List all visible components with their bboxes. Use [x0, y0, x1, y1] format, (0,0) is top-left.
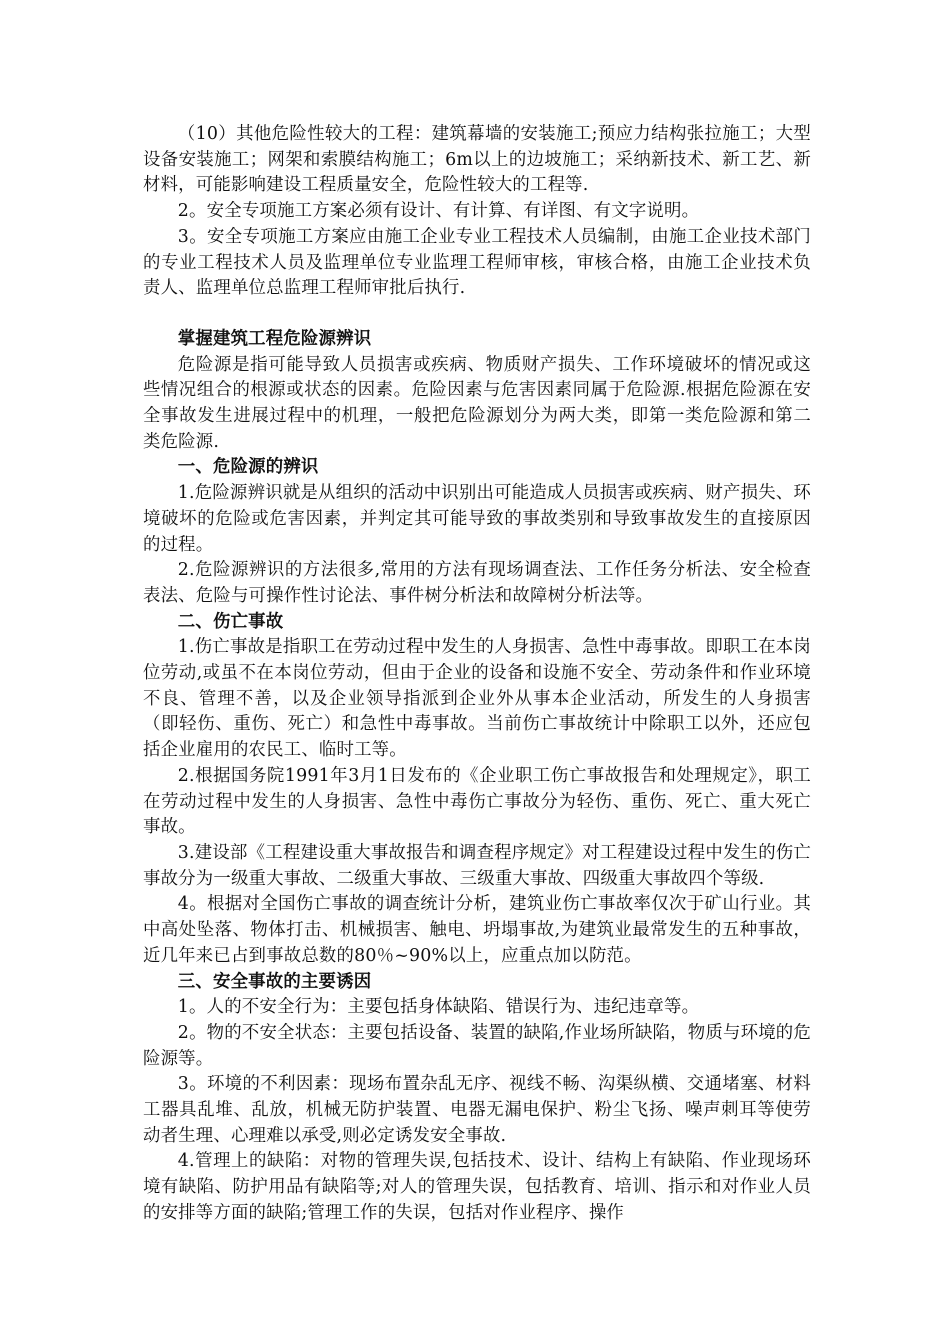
paragraph-plan-requirements: 2。安全专项施工方案必须有设计、有计算、有详图、有文字说明。 — [177, 201, 700, 222]
paragraph-casualty-definition: 1.伤亡事故是指职工在劳动过程中发生的人身损害、急性中毒事故。即职工在本岗位劳动,或虽不在本岗位劳动，但由于企业的设备和设施不安全、劳动条件和作业环境不良、管理不善，以及企业领导指派到企业外从事本企业活动，所发生的人身损害（即轻伤、重伤、死亡）和急性中毒事故。当前伤亡事故统计中除职工以外，还应包括企业雇用的农民工、临时工等。 — [143, 637, 811, 761]
heading-casualty-accidents: 二、伤亡事故 — [177, 611, 284, 632]
section-title-hazard-identification: 掌握建筑工程危险源辨识 — [177, 328, 372, 349]
paragraph-accident-statistics: 4。根据对全国伤亡事故的调查统计分析，建筑业伤亡事故率仅次于矿山行业。其中高处坠落、物体打击、机械损害、触电、坍塌事故,为建筑业最常发生的五种事故，近几年来已占到事故总数的80％~90%以上，应重点加以防范。 — [143, 894, 811, 966]
paragraph-dangerous-projects: （10）其他危险性较大的工程：建筑幕墙的安装施工;预应力结构张拉施工；大型设备安装施工；网架和索膜结构施工；6m以上的边坡施工；采纳新技术、新工艺、新材料，可能影响建设工程质量安全，危险性较大的工程等. — [143, 124, 811, 196]
paragraph-accident-levels: 3.建设部《工程建设重大事故报告和调查程序规定》对工程建设过程中发生的伤亡事故分为一级重大事故、二级重大事故、三级重大事故、四级重大事故四个等级. — [143, 842, 811, 889]
heading-hazard-identification: 一、危险源的辨识 — [177, 457, 319, 478]
paragraph-unsafe-behavior: 1。人的不安全行为：主要包括身体缺陷、错误行为、违纪违章等。 — [177, 997, 700, 1018]
paragraph-casualty-regulation: 2.根据国务院1991年3月1日发布的《企业职工伤亡事故报告和处理规定》，职工在劳动过程中发生的人身损害、急性中毒伤亡事故分为轻伤、重伤、死亡、重大死亡事故。 — [143, 765, 811, 838]
paragraph-identification-definition: 1.危险源辨识就是从组织的活动中识别出可能造成人员损害或疾病、财产损失、环境破坏的危险或危害因素，并判定其可能导致的事故类别和导致事故发生的直接原因的过程。 — [143, 483, 811, 555]
section-gap — [143, 302, 811, 327]
paragraph-management-defects: 4.管理上的缺陷：对物的管理失误,包括技术、设计、结构上有缺陷、作业现场环境有缺陷、防护用品有缺陷等;对人的管理失误，包括教育、培训、指示和对作业人员的安排等方面的缺陷;管理工作的失误，包括对作业程序、操作 — [143, 1151, 811, 1223]
paragraph-plan-approval: 3。安全专项施工方案应由施工企业专业工程技术人员编制，由施工企业技术部门的专业工程技术人员及监理单位专业监理工程师审核，审核合格，由施工企业技术负责人、监理单位总监理工程师审批后执行. — [143, 226, 811, 299]
paragraph-environment-factors: 3。环境的不利因素：现场布置杂乱无序、视线不畅、沟渠纵横、交通堵塞、材料工器具乱堆、乱放，机械无防护装置、电器无漏电保护、粉尘飞扬、噪声刺耳等使劳动者生理、心理难以承受,则必定诱发安全事故. — [143, 1074, 811, 1146]
document-page — [143, 122, 811, 1227]
paragraph-identification-methods: 2.危险源辨识的方法很多,常用的方法有现场调查法、工作任务分析法、安全检查表法、危险与可操作性讨论法、事件树分析法和故障树分析法等。 — [143, 560, 811, 606]
paragraph-hazard-definition: 危险源是指可能导致人员损害或疾病、物质财产损失、工作环境破坏的情况或这些情况组合的根源或状态的因素。危险因素与危害因素同属于危险源.根据危险源在安全事故发生进展过程中的机理，一般把危险源划分为两大类，即第一类危险源和第二类危险源. — [143, 354, 811, 452]
paragraph-unsafe-conditions: 2。物的不安全状态：主要包括设备、装置的缺陷,作业场所缺陷，物质与环境的危险源等。 — [143, 1022, 811, 1069]
heading-accident-causes: 三、安全事故的主要诱因 — [177, 971, 372, 992]
